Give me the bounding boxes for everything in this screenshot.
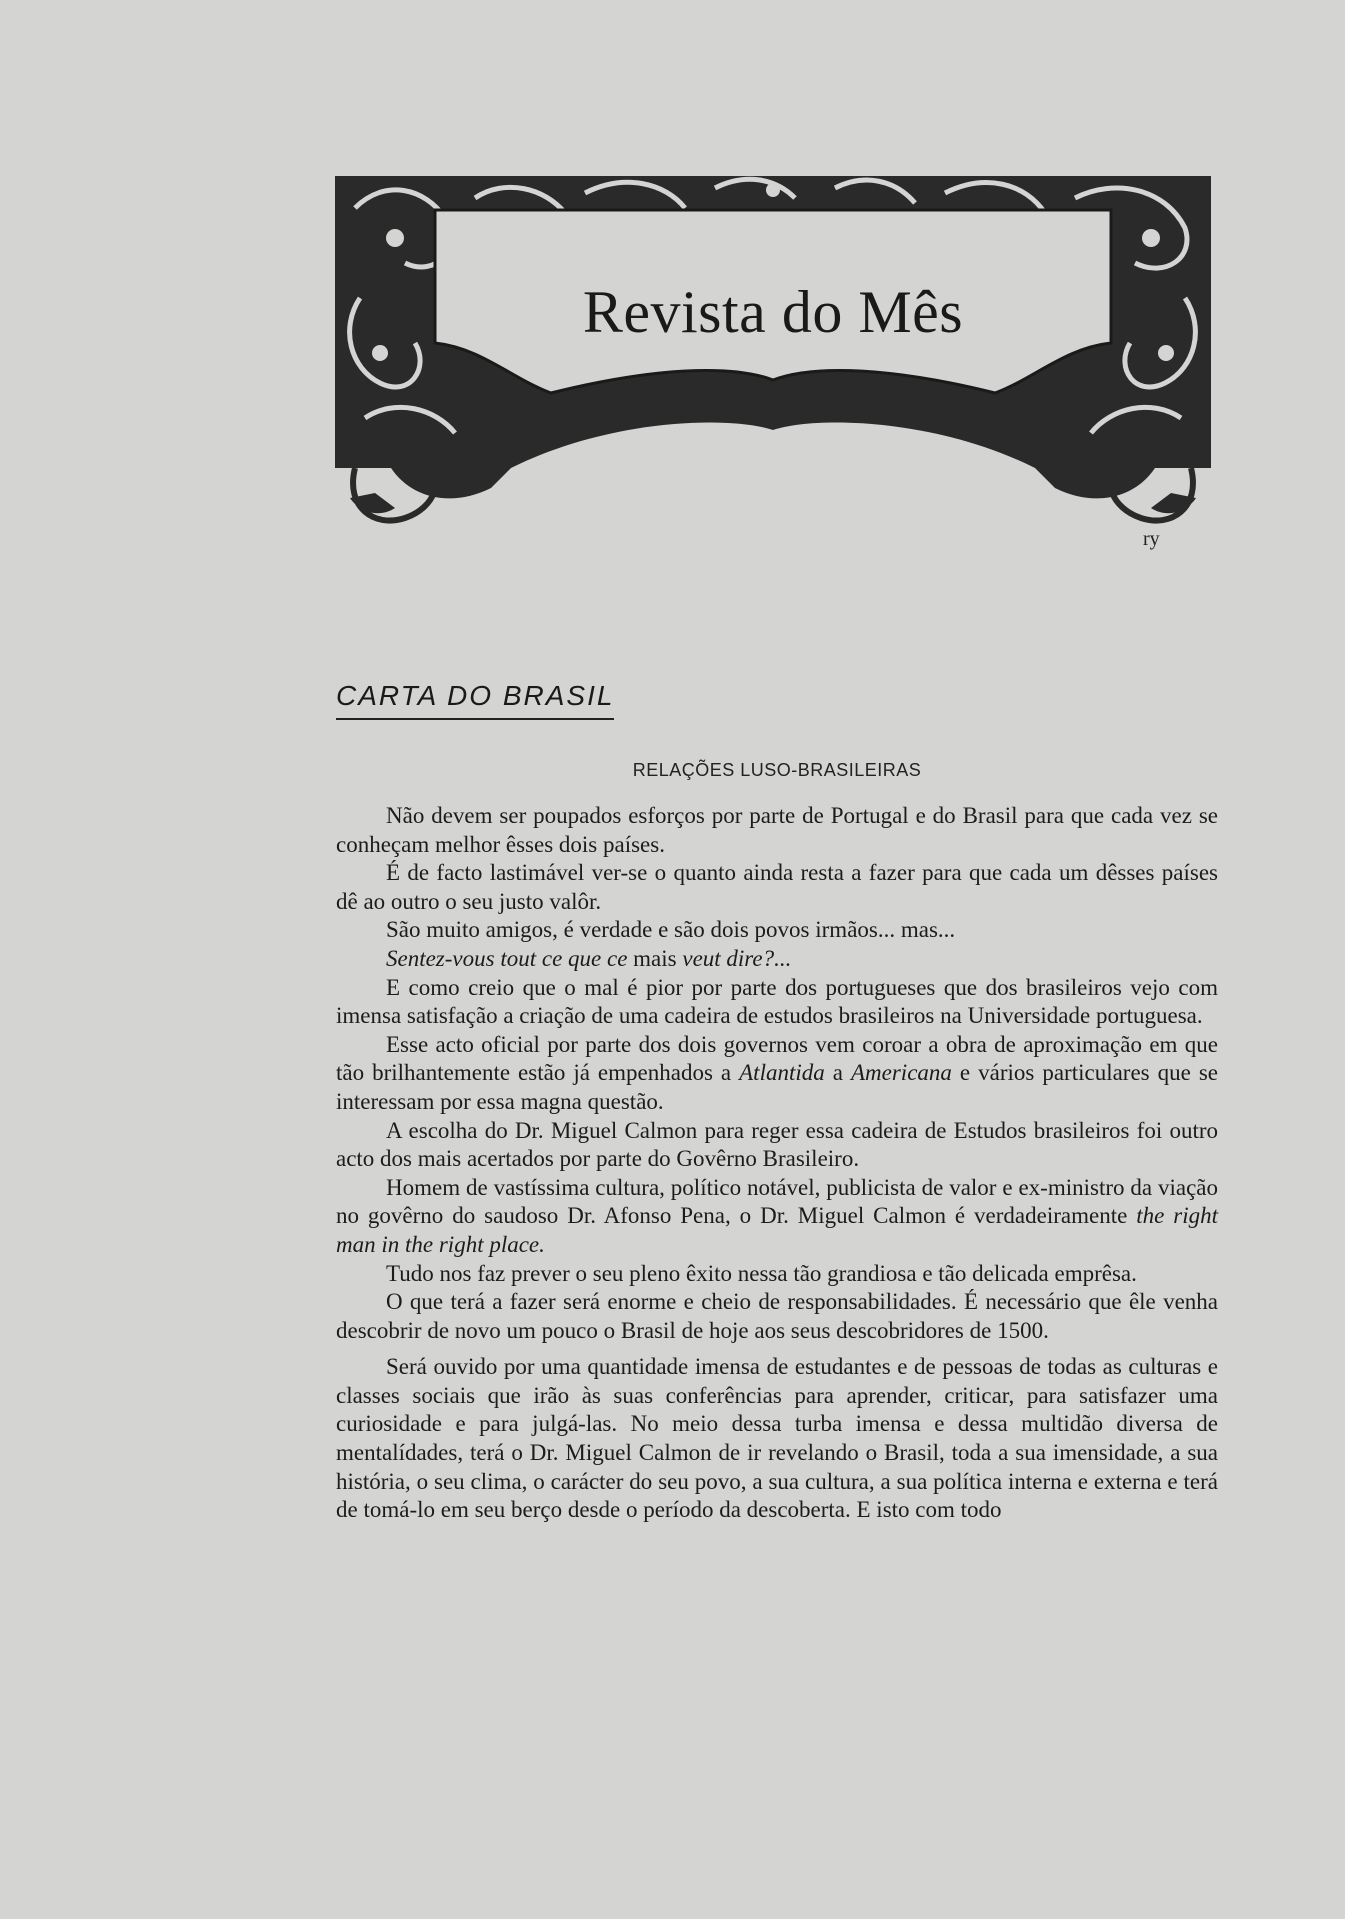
paragraph: E como creio que o mal é pior por parte dos portugueses que dos brasileiros vejo com imensa satisfação a criação de uma cadeira de estudos brasileiros na Universidade portuguesa.	[336, 974, 1218, 1029]
section-title: CARTA DO BRASIL	[336, 680, 614, 720]
paragraph: São muito amigos, é verdade e são dois povos irmãos... mas...	[386, 917, 956, 943]
text-run: e vários particulares que se interessam por essa magna questão.	[336, 1060, 1219, 1114]
paragraph	[336, 1174, 1218, 1260]
artist-monogram: ry	[1143, 528, 1160, 550]
page-title: Revista do Mês	[582, 279, 964, 345]
paragraph: Tudo nos faz prever o seu pleno êxito nessa tão grandiosa e tão delicada emprêsa.	[386, 1260, 1137, 1286]
italic-text: Americana	[850, 1060, 952, 1086]
section-subtitle: RELAÇÕES LUSO-BRASILEIRAS	[632, 760, 922, 780]
paragraph: Será ouvido por uma quantidade imensa de estudantes e de pessoas de todas as culturas e classes sociais que irão às suas conferências para aprender, criticar, para satisfazer uma curiosidade e para julgá-las. No meio dessa turba imensa e dessa multidão diversa de mentalídades, terá o Dr. Miguel Calmon de ir revelando o Brasil, toda a sua imensidade, a sua história, o seu clima, o carácter do seu povo, a sua cultura, a sua política interna e externa e terá de tomá-lo em seu berço desde o período da descoberta. E isto com todo	[336, 1354, 1218, 1523]
paragraph: Não devem ser poupados esforços por parte de Portugal e do Brasil para que cada vez se conheçam melhor êsses dois países.	[336, 803, 1218, 857]
text-run: a	[824, 1060, 851, 1086]
article-body	[336, 802, 1218, 1525]
paragraph	[336, 945, 1218, 974]
italic-text: the right man in the right place.	[336, 1203, 1218, 1257]
ornamental-header-banner	[335, 168, 1211, 550]
text-run: mais	[627, 945, 683, 971]
text-run: Homem de vastíssima cultura, político notável, publicista de valor e ex-ministro da viação no govêrno do saudoso Dr. Afonso Pena, o Dr. Miguel Calmon é verdadeiramente	[336, 1174, 1218, 1229]
italic-text: Atlantida	[739, 1060, 825, 1086]
ornament-frame-icon	[335, 168, 1211, 550]
paragraph: O que terá a fazer será enorme e cheio de responsabilidades. É necessário que êle venha descobrir de novo um pouco o Brasil de hoje aos seus descobridores de 1500.	[336, 1289, 1218, 1343]
paragraph: É de facto lastimável ver-se o quanto ainda resta a fazer para que cada um dêsses países dê ao outro o seu justo valôr.	[336, 860, 1218, 914]
paragraph	[336, 1031, 1218, 1117]
italic-text: Sentez-vous tout ce que ce	[386, 945, 628, 971]
italic-text: veut dire?...	[682, 945, 792, 971]
text-run: Esse acto oficial por parte dos dois governos vem coroar a obra de aproximação em que tão brilhantemente estão já empenhados a	[336, 1031, 1218, 1086]
paragraph: A escolha do Dr. Miguel Calmon para reger essa cadeira de Estudos brasileiros foi outro acto dos mais acertados por parte do Govêrno Brasileiro.	[336, 1117, 1218, 1172]
